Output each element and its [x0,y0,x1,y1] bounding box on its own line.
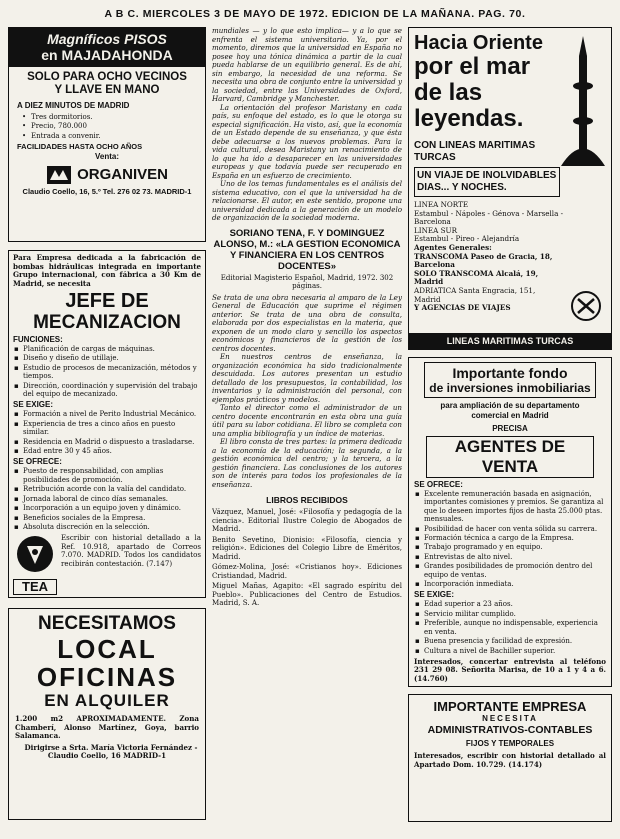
oriente-line: LINEA NORTE [414,200,469,209]
list-item: ▪ Beneficios sociales de la Empresa. [13,514,201,522]
libros-title: LIBROS RECIBIDOS [266,495,348,505]
tea-logo-icon [15,534,55,574]
oriente-line: TRANSCOMA Paseo de Gracia, 18, Barcelona [414,251,553,270]
local-line2: LOCAL [57,634,157,664]
oriente-line: LINEA SUR [414,225,458,235]
article-paragraph: mundiales — y lo que esto implica— y a lo que se enfrenta el sistema universitario. Ya, por el momento, diremos que la universidad en España no posee hoy una tónica dinámica a partir de la cual pueda hablarse de un equilibrio general. Es de ahí, sin embargo, la necesidad de una reforma. Se necesita una obra de conjunto entre la universidad y la sociedad, entre las Universidades de Oxford, Harvard, Cambridge y Manchester. [212,27,402,103]
organiven-logo [9,164,205,185]
pisos-bullet: • Precio, 780.000 [21,122,205,130]
ad-jefe-mecanizacion [8,250,206,598]
list-item: ▪ Formación técnica a cargo de la Empresa. [414,534,606,542]
tea-logo [13,534,57,595]
libro-entry: Miguel Mañas, Agapito: «El sagrado espíritu del Pueblo». Publicaciones del Centro de Estudios. Madrid, S. A. [212,581,402,607]
pisos-sales-label: Venta: [94,152,119,162]
list-item: ▪ Retribución acorde con la valía del candidato. [13,485,201,493]
admin-necesita: NECESITA [482,714,538,723]
oriente-title-line4: leyendas. [414,105,524,132]
article-paragraph: Uno de los temas fundamentales es el análisis del sistema educativo, con el que la universidad ha de relacionarse. El autor, en este sentido, propone una universidad dedicada a la generación de un modelo de organización de la sociedad moderna. [212,179,402,222]
list-item: ▪ Dirección, coordinación y supervisión del trabajo del equipo de mecanizado. [13,382,201,399]
jefe-intro: Para Empresa dedicada a la fabricación de bombas hidráulicas integrada en importante Grupo internacional, con fábrica a 30 Km de Madrid, se necesita [13,253,201,288]
review-paragraph: Se trata de una obra necesaria al amparo de la Ley General de Educación que suprime el régimen anterior. Se trata de una obra de consulta, elaborada por dos especialistas en la materia, que exponen de un modo claro y sencillo los aspectos económicos y financieros de la gestión de los centros docentes. [212,292,402,353]
oriente-title-line2: por el mar [414,53,531,80]
oriente-line: Agentes Generales: [414,242,492,252]
list-item: ▪ Edad superior a 23 años. [414,600,606,608]
fondo-title-line1: Importante fondo [452,365,568,381]
list-item: ▪ Residencia en Madrid o dispuesto a trasladarse. [13,438,201,446]
oriente-sub2: UN VIAJE DE INOLVIDABLES DIAS... Y NOCHES. [414,167,560,197]
article-paragraph: La orientación del profesor Maristany en cada país, su enfoque del estado, es lo que le otorga su especial significación. Ha visto, así, que la economía de un Estado depende de su enseñanza, y que ésta debe adecuarse a los nuevos problemas. Para la vida cultural, desea Maristany un renacimiento de lo que ha ido a desaparecer en las universidades europeas y que todavía puede ser recuperado en España en un esfuerzo de crecimiento. [212,102,402,180]
jefe-se-ofrece-list [13,467,201,531]
list-item: ▪ Incorporación a un equipo joven y dinámico. [13,504,201,512]
ad-administrativos [408,694,612,822]
libros-list [212,508,402,608]
pisos-banner-line2: en MAJADAHONDA [41,47,173,63]
list-item: ▪ Servicio militar cumplido. [414,610,606,618]
left-column [8,27,206,831]
fondo-exige-label: SE EXIGE: [414,590,455,600]
ad-local-oficinas [8,608,206,820]
list-item: ▪ Estudio de procesos de mecanización, métodos y tiempos. [13,364,201,381]
admin-role: ADMINISTRATIVOS-CONTABLES [427,724,593,736]
tea-block [13,534,201,595]
list-item: ▪ Absoluta discreción en la selección. [13,523,201,531]
list-item: ▪ Cultura a nivel de Bachiller superior. [414,647,606,655]
review-paragraph: El libro consta de tres partes: la primera dedicada a la economía de la educación; la segunda, a la gestión económica del centro; y la tercera, a la gestión financiera. Las conclusiones de los autores son de interés para todos los profesionales de la enseñanza. [212,437,402,489]
ad-oriente [408,27,612,350]
list-item: ▪ Jornada laboral de cinco días semanales. [13,495,201,503]
oriente-line: ADRIATICA Santa Engracia, 151, Madrid [414,285,536,304]
local-contact: Dirigirse a Srta. María Victoria Fernández - Claudio Coello, 16 MADRID-1 [24,742,198,760]
oriente-line: Estambul - Pireo - Alejandría [414,234,520,244]
ad-pisos [8,27,206,242]
pisos-address: Claudio Coello, 16, 5.º Tel. 276 02 73. MADRID-1 [22,186,192,196]
oriente-headline [414,32,564,132]
pisos-bullets [9,113,205,140]
admin-type: FIJOS Y TEMPORALES [465,739,555,748]
list-item: ▪ Posibilidad de hacer con venta sólida su carrera. [414,525,606,533]
tea-logo-label: TEA [13,579,57,595]
page-header: A B C. MIERCOLES 3 DE MAYO DE 1972. EDICION DE LA MAÑANA. PAG. 70. [104,8,526,20]
jefe-title-line1: JEFE DE [65,290,149,312]
oriente-footer: LINEAS MARITIMAS TURCAS [409,333,611,349]
review-publisher: Editorial Magisterio Español, Madrid, 1972. 302 páginas. [220,273,394,290]
right-column [408,27,612,831]
jefe-title-line2: MECANIZACION [33,312,181,333]
oriente-line: Estambul - Nápoles - Génova - Marsella - Barcelona [414,208,564,227]
minaret-icon [561,36,605,166]
oriente-title-line3: de las [414,79,483,106]
list-item: ▪ Formación a nivel de Perito Industrial Mecánico. [13,410,201,418]
jefe-se-exige-label: SE EXIGE: [13,400,54,410]
local-details: 1.200 m2 APROXIMADAMENTE. Zona Chamberí, Alonso Martínez, Goya, barrio Salamanca. [15,714,199,740]
pisos-bullet: • Tres dormitorios. [21,113,205,121]
fondo-ofrece-label: SE OFRECE: [414,480,463,489]
pisos-facilities: FACILIDADES HASTA OCHO AÑOS [17,142,143,152]
list-item: ▪ Excelente remuneración basada en asignación, importantes comisiones y premios. Se garantiza al que lo deseen importes fijos de hasta 25.000 ptas. mensuales. [414,490,606,524]
oriente-title-line1: Hacia Oriente [414,32,543,54]
pisos-bullet: • Entrada a convenir. [21,132,205,140]
libro-entry: Gómez-Molina, José: «Cristianos hoy». Ediciones Cristiandad, Madrid. [212,562,402,580]
fondo-exige-list [414,600,606,654]
jefe-se-ofrece-label: SE OFRECE: [13,457,62,467]
oriente-sub1: CON LINEAS MARITIMAS TURCAS [414,140,536,163]
tea-text: Escribir con historial detallado a la Ref. 10.918, apartado de Correos 7.070. MADRID. Todos los candidatos recibirán contestación. (7.147) [61,533,201,568]
local-line3: OFICINAS [36,662,178,692]
list-item: ▪ Entrevistas de alto nivel. [414,553,606,561]
review-paragraph: Tanto el director como el administrador de un centro docente encontrarán en esta obra una guía útil para su labor cotidiana. El libro se completa con una amplia bibliografía y un índice de materias. [212,403,402,438]
ad-fondo-inversiones [408,357,612,687]
oriente-lines [414,201,564,313]
list-item: ▪ Preferible, aunque no indispensable, experiencia en venta. [414,619,606,636]
jefe-funciones-label: FUNCIONES: [13,335,63,344]
list-item: ▪ Grandes posibilidades de promoción dentro del equipo de ventas. [414,562,606,579]
pisos-headline: SOLO PARA OCHO VECINOS Y LLAVE EN MANO [27,71,187,96]
list-item: ▪ Diseño y diseño de utillaje. [13,354,201,362]
libro-entry: Benito Sevetino, Dionisio: «Filosofía, ciencia y religión». Ediciones del Colegio Libre de Eméritos, Madrid. [212,534,402,561]
pisos-distance: A DIEZ MINUTOS DE MADRID [17,101,130,110]
list-item: ▪ Puesto de responsabilidad, con amplias posibilidades de promoción. [13,467,201,484]
fondo-precisa: PRECISA [492,424,528,433]
jefe-funciones-list [13,345,201,398]
review-title: SORIANO TENA, F. Y DOMINGUEZ ALONSO, M.: «LA GESTION ECONOMICA Y FINANCIERA EN LOS CENTROS DOCENTES» [213,227,401,272]
oriente-line: SOLO TRANSCOMA Alcalá, 19, Madrid [414,268,539,287]
pisos-banner [9,28,205,67]
article-body [212,27,402,223]
list-item: ▪ Experiencia de tres a cinco años en puesto similar. [13,420,201,437]
fondo-contact: Interesados, concertar entrevista al teléfono 231 29 08. Señorita Marisa, de 10 a 1 y 4 a 6. (14.760) [414,656,606,683]
organiven-mark-icon [46,165,72,185]
local-line1: NECESITAMOS [38,613,176,634]
pisos-banner-line1: Magníficos PISOS [47,31,167,47]
organiven-name: ORGANIVEN [77,166,168,184]
turkish-lines-emblem-icon [571,291,601,321]
list-item: ▪ Planificación de cargas de máquinas. [13,345,201,353]
list-item: ▪ Trabajo programado y en equipo. [414,543,606,551]
review-paragraph: En nuestros centros de enseñanza, la organización económica ha sido tradicionalmente descuidada. Los autores presentan un estudio detallado de los presupuestos, la contabilidad, los inventarios y la administración del personal, con ejemplos prácticos y modelos. [212,352,402,404]
jefe-se-exige-list [13,410,201,455]
fondo-ofrece-list [414,490,606,588]
review-body [212,294,402,490]
fondo-title-line2: de inversiones inmobiliarias [429,381,591,395]
libro-entry: Vázquez, Manuel, José: «Filosofía y pedagogía de la ciencia». Editorial Ilustre Colegio de Abogados de Madrid. [212,507,402,533]
fondo-sub: para ampliación de su departamento comercial en Madrid [440,401,580,420]
admin-title: IMPORTANTE EMPRESA [433,699,587,714]
local-line4: EN ALQUILER [44,691,170,710]
fondo-agentes: AGENTES DE VENTA [426,436,594,478]
list-item: ▪ Incorporación inmediata. [414,580,606,588]
admin-details: Interesados, escribir con historial detallado al Apartado Dom. 10.729. (14.174) [414,751,606,769]
list-item: ▪ Edad entre 30 y 45 años. [13,447,201,455]
fondo-title-box [424,362,596,398]
oriente-line: Y AGENCIAS DE VIAJES [414,303,511,313]
middle-column [212,27,402,831]
list-item: ▪ Buena presencia y facilidad de expresión. [414,637,606,645]
